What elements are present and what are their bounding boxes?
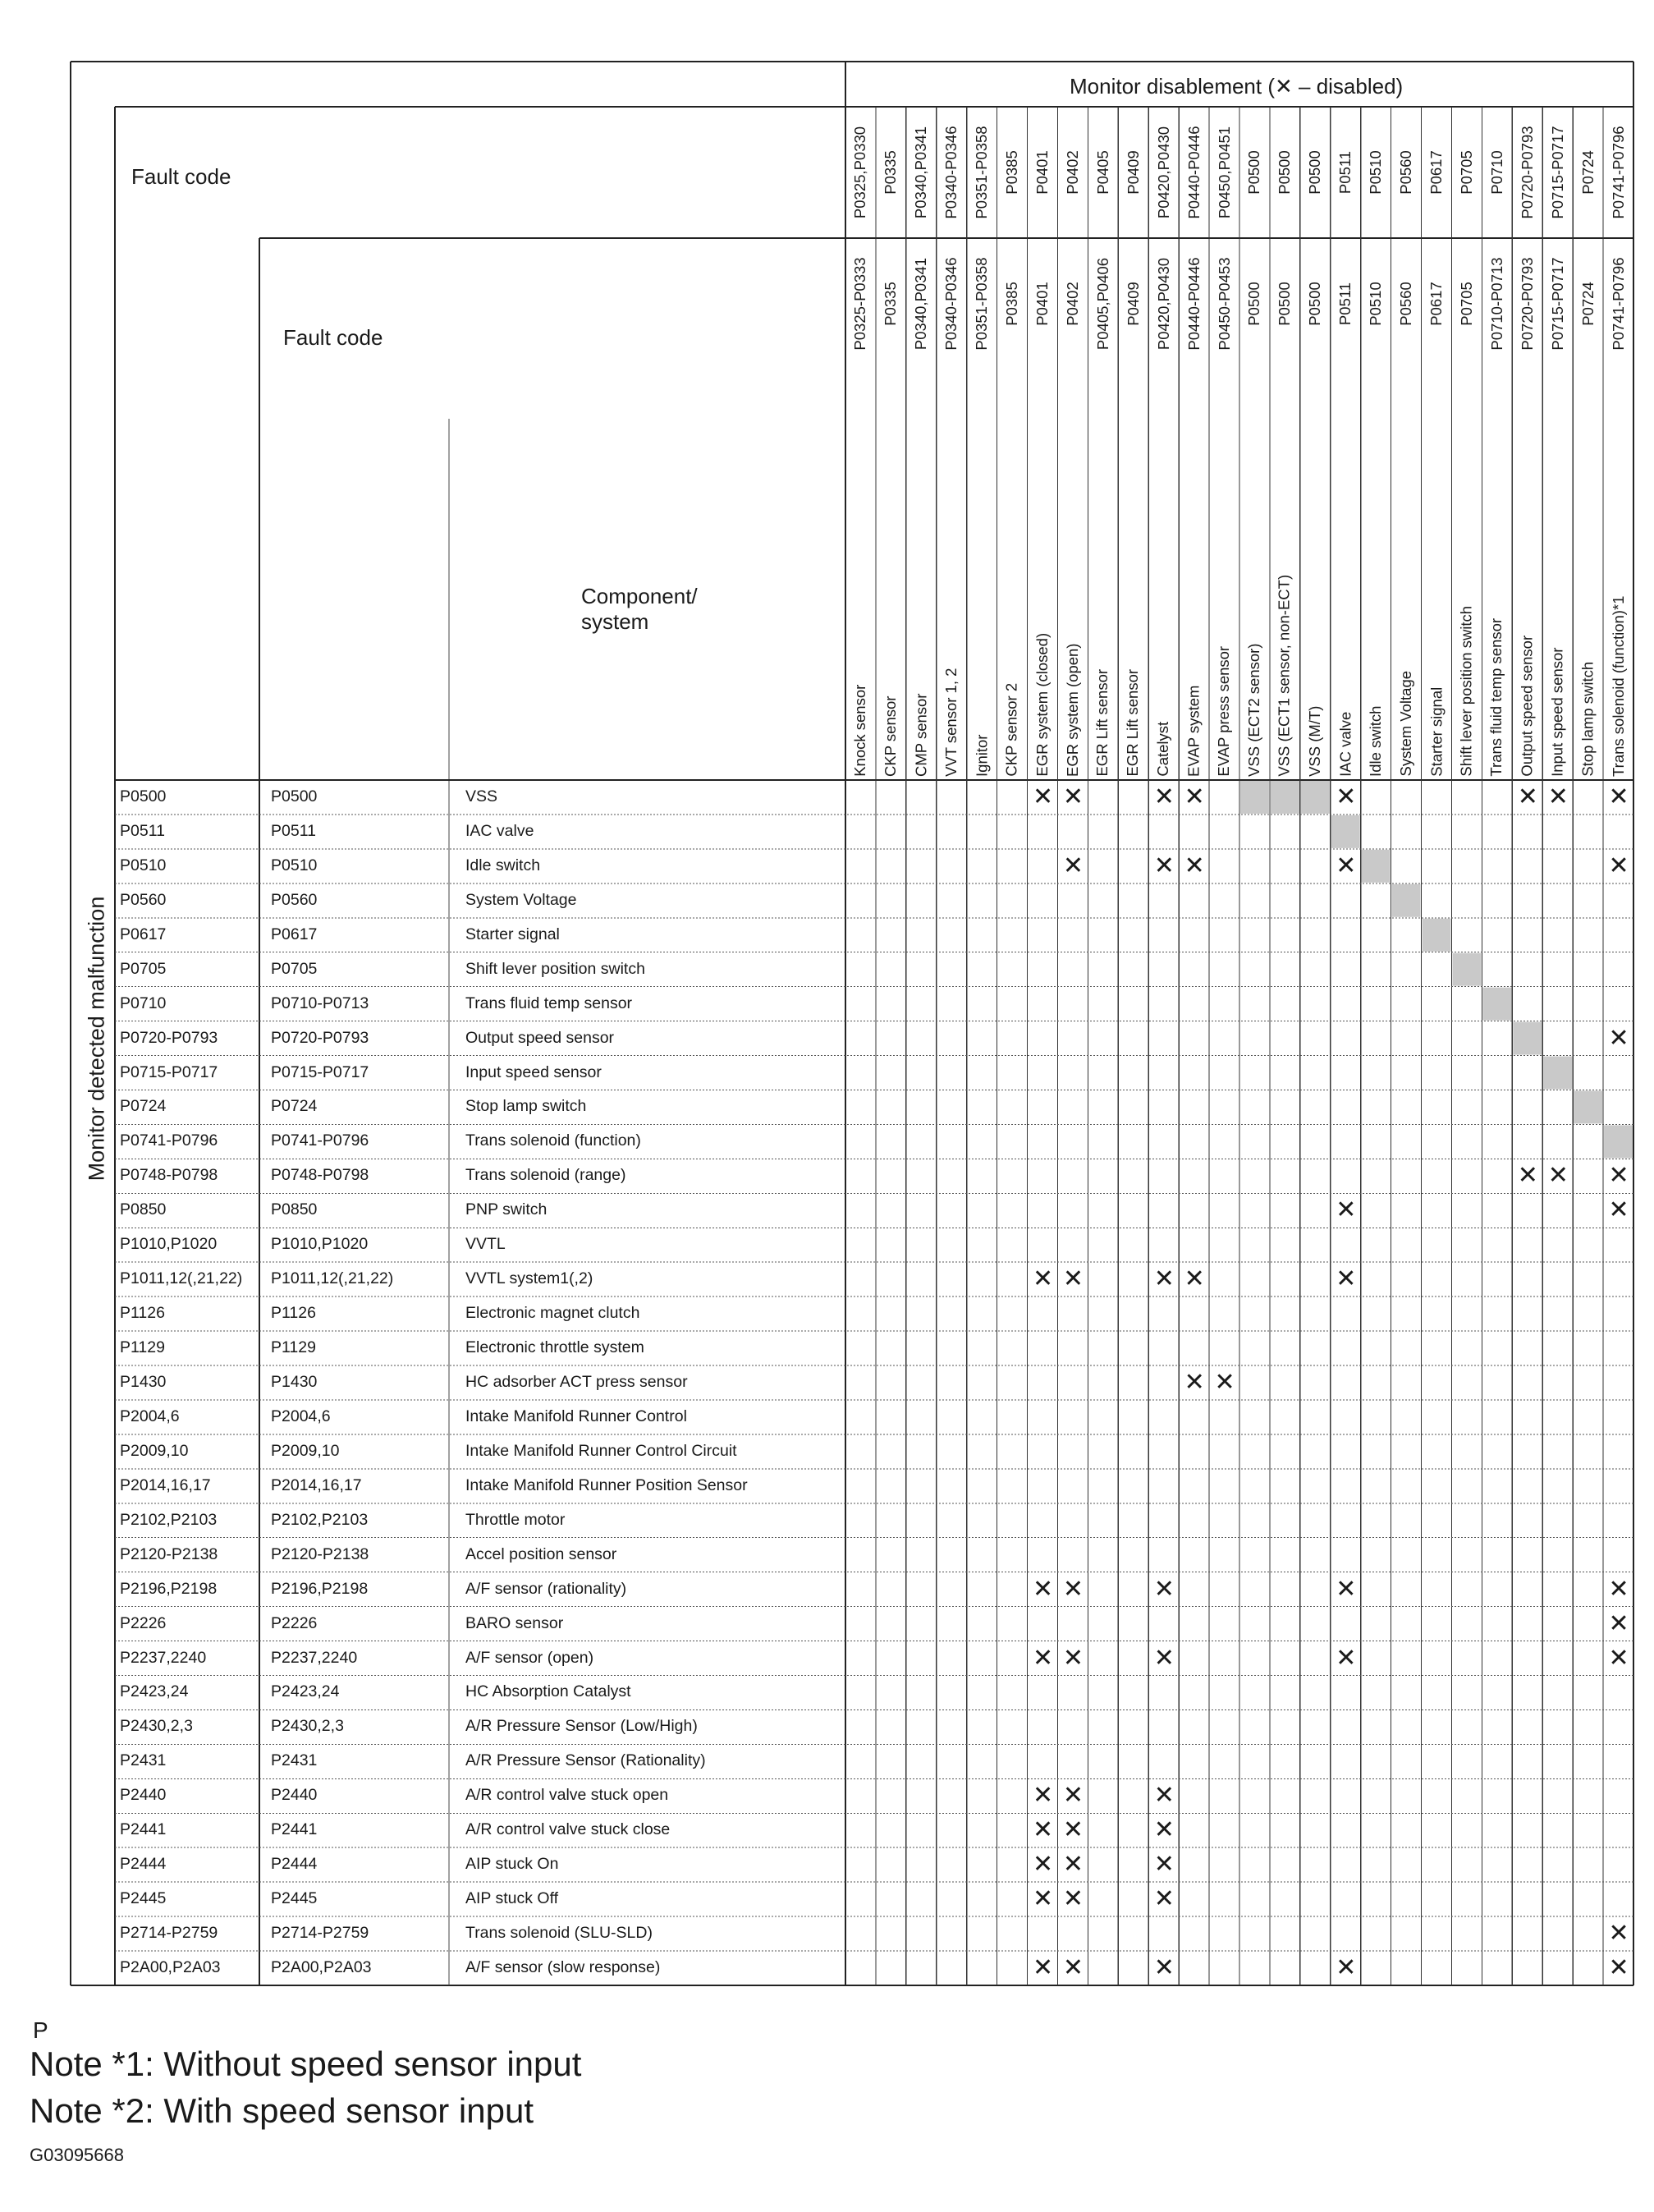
disabled-mark: ✕ bbox=[1062, 782, 1084, 811]
row-code-2: P0748-P0798 bbox=[271, 1166, 369, 1185]
disabled-mark: ✕ bbox=[1214, 1368, 1235, 1397]
shaded-cell bbox=[1240, 781, 1269, 814]
column-code-2: P0409 bbox=[1124, 282, 1142, 326]
row-code-2: P2102,P2103 bbox=[271, 1510, 369, 1529]
column-code-1: P0560 bbox=[1396, 150, 1414, 195]
row-component: Trans solenoid (range) bbox=[465, 1166, 626, 1185]
column-code-1: P0340,P0341 bbox=[912, 126, 930, 219]
disabled-mark: ✕ bbox=[1336, 782, 1357, 811]
row-code-2: P0710-P0713 bbox=[271, 994, 369, 1012]
column-code-1: P0325,P0330 bbox=[851, 126, 869, 219]
column-component: System Voltage bbox=[1396, 670, 1414, 777]
row-code-2: P2004,6 bbox=[271, 1407, 331, 1425]
shaded-cell bbox=[1513, 1022, 1542, 1055]
disabled-mark: ✕ bbox=[1033, 1781, 1054, 1810]
column-code-2: P0500 bbox=[1245, 282, 1263, 326]
disabled-mark: ✕ bbox=[1608, 1161, 1629, 1191]
row-component: Accel position sensor bbox=[465, 1544, 617, 1563]
row-component: AIP stuck On bbox=[465, 1855, 559, 1874]
component-label-line2: system bbox=[581, 609, 649, 635]
disabled-mark: ✕ bbox=[1153, 1884, 1175, 1914]
row-code-2: P2120-P2138 bbox=[271, 1544, 369, 1563]
row-component: Trans solenoid (SLU-SLD) bbox=[465, 1924, 653, 1943]
row-code-1: P2196,P2198 bbox=[120, 1579, 218, 1598]
component-label-line1: Component/ bbox=[581, 584, 698, 608]
row-code-1: P0724 bbox=[120, 1097, 167, 1116]
column-code-1: P0510 bbox=[1366, 150, 1384, 195]
disabled-mark: ✕ bbox=[1336, 1264, 1357, 1294]
column-component: VSS (ECT2 sensor) bbox=[1245, 643, 1263, 777]
disabled-mark: ✕ bbox=[1517, 782, 1538, 811]
disabled-mark: ✕ bbox=[1336, 1953, 1357, 1983]
disabled-mark: ✕ bbox=[1608, 851, 1629, 880]
disabled-mark: ✕ bbox=[1153, 1850, 1175, 1879]
disabled-mark: ✕ bbox=[1062, 1815, 1084, 1845]
column-code-2: P0402 bbox=[1063, 282, 1081, 326]
column-code-2: P0385 bbox=[1002, 282, 1020, 326]
row-code-1: P1011,12(,21,22) bbox=[120, 1269, 243, 1288]
disabled-mark: ✕ bbox=[1153, 851, 1175, 880]
shaded-cell bbox=[1331, 815, 1360, 848]
row-code-2: P2714-P2759 bbox=[271, 1924, 369, 1943]
row-code-2: P0560 bbox=[271, 890, 318, 909]
column-code-1: P0450,P0451 bbox=[1215, 126, 1233, 219]
disabled-mark: ✕ bbox=[1033, 1884, 1054, 1914]
column-code-1: P0710 bbox=[1487, 150, 1505, 195]
row-code-2: P0720-P0793 bbox=[271, 1028, 369, 1047]
column-component: Stop lamp switch bbox=[1578, 661, 1597, 777]
column-code-1: P0720-P0793 bbox=[1518, 126, 1536, 219]
disabled-mark: ✕ bbox=[1153, 1781, 1175, 1810]
row-code-1: P2444 bbox=[120, 1855, 167, 1874]
shaded-cell bbox=[1362, 850, 1391, 883]
row-code-2: P0715-P0717 bbox=[271, 1062, 369, 1081]
shaded-cell bbox=[1452, 953, 1481, 986]
disabled-mark: ✕ bbox=[1184, 1368, 1205, 1397]
row-code-1: P0617 bbox=[120, 925, 167, 943]
column-code-1: P0511 bbox=[1336, 150, 1354, 195]
row-code-2: P2430,2,3 bbox=[271, 1717, 344, 1736]
row-code-2: P2440 bbox=[271, 1786, 318, 1805]
row-component: A/R control valve stuck open bbox=[465, 1786, 669, 1805]
row-component: A/R Pressure Sensor (Low/High) bbox=[465, 1717, 698, 1736]
column-component: EGR Lift sensor bbox=[1093, 668, 1111, 777]
row-code-1: P2445 bbox=[120, 1889, 167, 1908]
row-component: VSS bbox=[465, 787, 498, 805]
disabled-mark: ✕ bbox=[1033, 1815, 1054, 1845]
row-code-1: P0705 bbox=[120, 959, 167, 978]
column-code-2: P0715-P0717 bbox=[1548, 257, 1566, 351]
column-code-1: P0724 bbox=[1578, 150, 1597, 195]
disabled-mark: ✕ bbox=[1336, 1574, 1357, 1604]
row-code-1: P2102,P2103 bbox=[120, 1510, 218, 1529]
disabled-mark: ✕ bbox=[1608, 1953, 1629, 1983]
column-code-2: P0340,P0341 bbox=[912, 257, 930, 351]
row-component: BARO sensor bbox=[465, 1613, 564, 1632]
column-code-1: P0617 bbox=[1427, 150, 1445, 195]
shaded-cell bbox=[1543, 1057, 1572, 1090]
column-component: EGR Lift sensor bbox=[1124, 668, 1142, 777]
row-component: Output speed sensor bbox=[465, 1028, 615, 1047]
row-code-1: P0720-P0793 bbox=[120, 1028, 218, 1047]
disabled-mark: ✕ bbox=[1547, 782, 1569, 811]
column-code-2: P0440-P0446 bbox=[1184, 257, 1203, 351]
row-code-1: P2009,10 bbox=[120, 1441, 189, 1460]
row-component: Intake Manifold Runner Control Circuit bbox=[465, 1441, 737, 1460]
row-code-1: P2237,2240 bbox=[120, 1648, 207, 1667]
row-component: Idle switch bbox=[465, 856, 541, 874]
column-code-2: P0500 bbox=[1306, 282, 1324, 326]
column-code-1: P0440-P0446 bbox=[1184, 126, 1203, 219]
row-component: A/R control valve stuck close bbox=[465, 1820, 671, 1839]
row-component: System Voltage bbox=[465, 890, 577, 909]
disabled-mark: ✕ bbox=[1608, 1195, 1629, 1225]
disabled-mark: ✕ bbox=[1062, 1850, 1084, 1879]
row-code-2: P1430 bbox=[271, 1373, 318, 1391]
row-code-1: P2714-P2759 bbox=[120, 1924, 218, 1943]
row-component: Intake Manifold Runner Control bbox=[465, 1407, 687, 1425]
column-code-1: P0401 bbox=[1033, 150, 1051, 195]
disabled-mark: ✕ bbox=[1517, 1161, 1538, 1191]
column-code-2: P0560 bbox=[1396, 282, 1414, 326]
row-code-2: P0617 bbox=[271, 925, 318, 943]
row-component: IAC valve bbox=[465, 821, 534, 840]
column-code-1: P0705 bbox=[1457, 150, 1475, 195]
disabled-mark: ✕ bbox=[1608, 1023, 1629, 1053]
shaded-cell bbox=[1482, 988, 1511, 1021]
row-component: HC adsorber ACT press sensor bbox=[465, 1373, 688, 1391]
column-component: CKP sensor 2 bbox=[1002, 682, 1020, 777]
row-component: A/R Pressure Sensor (Rationality) bbox=[465, 1751, 706, 1770]
column-code-1: P0340-P0346 bbox=[942, 126, 960, 219]
disabled-mark: ✕ bbox=[1153, 1643, 1175, 1673]
row-code-1: P1430 bbox=[120, 1373, 167, 1391]
disabled-mark: ✕ bbox=[1033, 782, 1054, 811]
row-code-2: P1011,12(,21,22) bbox=[271, 1269, 394, 1288]
disabled-mark: ✕ bbox=[1608, 1574, 1629, 1604]
column-code-1: P0500 bbox=[1245, 150, 1263, 195]
row-component: VVTL bbox=[465, 1235, 506, 1254]
row-code-2: P2237,2240 bbox=[271, 1648, 358, 1667]
row-component: A/F sensor (slow response) bbox=[465, 1958, 661, 1977]
note-1: Note *1: Without speed sensor input bbox=[30, 2044, 582, 2083]
disabled-mark: ✕ bbox=[1062, 1264, 1084, 1294]
column-code-1: P0500 bbox=[1276, 150, 1294, 195]
column-code-1: P0741-P0796 bbox=[1609, 126, 1627, 219]
row-code-1: P2430,2,3 bbox=[120, 1717, 193, 1736]
row-code-1: P2014,16,17 bbox=[120, 1475, 211, 1494]
column-code-2: P0340-P0346 bbox=[942, 257, 960, 351]
column-component: Output speed sensor bbox=[1518, 635, 1536, 777]
row-code-1: P1010,P1020 bbox=[120, 1235, 218, 1254]
row-code-2: P0724 bbox=[271, 1097, 318, 1116]
column-code-2: P0720-P0793 bbox=[1518, 257, 1536, 351]
disabled-mark: ✕ bbox=[1033, 1643, 1054, 1673]
row-code-1: P0741-P0796 bbox=[120, 1131, 218, 1150]
row-code-1: P0560 bbox=[120, 890, 167, 909]
shaded-cell bbox=[1271, 781, 1299, 814]
row-code-2: P2444 bbox=[271, 1855, 318, 1874]
column-component: EVAP system bbox=[1184, 685, 1203, 777]
disabled-mark: ✕ bbox=[1547, 1161, 1569, 1191]
disabled-mark: ✕ bbox=[1184, 1264, 1205, 1294]
row-code-1: P0715-P0717 bbox=[120, 1062, 218, 1081]
column-code-1: P0335 bbox=[882, 150, 900, 195]
column-component: Idle switch bbox=[1367, 705, 1385, 777]
column-code-1: P0351-P0358 bbox=[972, 126, 990, 219]
shaded-cell bbox=[1574, 1090, 1602, 1123]
column-code-1: P0385 bbox=[1002, 150, 1020, 195]
row-code-1: P0850 bbox=[120, 1200, 167, 1219]
figure-id: G03095668 bbox=[30, 2145, 124, 2165]
row-code-2: P1010,P1020 bbox=[271, 1235, 369, 1254]
row-code-1: P1126 bbox=[120, 1304, 165, 1323]
row-component: Trans solenoid (function) bbox=[465, 1131, 641, 1150]
disabled-mark: ✕ bbox=[1033, 1574, 1054, 1604]
column-component: Starter signal bbox=[1427, 686, 1445, 777]
disabled-mark: ✕ bbox=[1608, 1609, 1629, 1638]
row-code-1: P2441 bbox=[120, 1820, 167, 1839]
disabled-mark: ✕ bbox=[1062, 1574, 1084, 1604]
row-code-2: P2431 bbox=[271, 1751, 318, 1770]
row-code-2: P0850 bbox=[271, 1200, 318, 1219]
row-component: Starter signal bbox=[465, 925, 560, 943]
disabled-mark: ✕ bbox=[1062, 1953, 1084, 1983]
disabled-mark: ✕ bbox=[1336, 1643, 1357, 1673]
row-code-2: P0500 bbox=[271, 787, 318, 805]
disabled-mark: ✕ bbox=[1336, 851, 1357, 880]
shaded-cell bbox=[1604, 1125, 1633, 1158]
row-component: VVTL system1(,2) bbox=[465, 1269, 593, 1288]
column-code-1: P0409 bbox=[1124, 150, 1142, 195]
column-code-2: P0705 bbox=[1457, 282, 1475, 326]
row-code-2: P1126 bbox=[271, 1304, 316, 1323]
row-component: Intake Manifold Runner Position Sensor bbox=[465, 1475, 748, 1494]
row-component: Input speed sensor bbox=[465, 1062, 602, 1081]
disabled-mark: ✕ bbox=[1033, 1264, 1054, 1294]
column-component: EGR system (closed) bbox=[1033, 632, 1051, 777]
column-component: VVT sensor 1, 2 bbox=[942, 668, 960, 777]
row-code-1: P0710 bbox=[120, 994, 167, 1012]
disabled-mark: ✕ bbox=[1608, 1919, 1629, 1948]
column-component: VSS (ECT1 sensor, non-ECT) bbox=[1275, 574, 1293, 777]
column-component: IAC valve bbox=[1336, 711, 1354, 777]
column-code-2: P0510 bbox=[1366, 282, 1384, 326]
column-code-2: P0351-P0358 bbox=[972, 257, 990, 351]
column-code-1: P0420,P0430 bbox=[1154, 126, 1172, 219]
shaded-cell bbox=[1301, 781, 1330, 814]
column-code-2: P0420,P0430 bbox=[1154, 257, 1172, 351]
column-code-1: P0405 bbox=[1093, 150, 1111, 195]
disabled-mark: ✕ bbox=[1336, 1195, 1357, 1225]
side-label: Monitor detected malfunction bbox=[84, 896, 109, 1182]
row-code-2: P2441 bbox=[271, 1820, 318, 1839]
disabled-mark: ✕ bbox=[1033, 1850, 1054, 1879]
disabled-mark: ✕ bbox=[1062, 1884, 1084, 1914]
note-2: Note *2: With speed sensor input bbox=[30, 2091, 534, 2130]
column-component: Trans solenoid (function)*1 bbox=[1609, 595, 1627, 777]
row-code-2: P0510 bbox=[271, 856, 318, 874]
column-component: Trans fluid temp sensor bbox=[1487, 617, 1505, 777]
monitor-title: Monitor disablement (✕ – disabled) bbox=[1070, 74, 1404, 99]
column-code-2: P0450-P0453 bbox=[1215, 257, 1233, 351]
disabled-mark: ✕ bbox=[1153, 1815, 1175, 1845]
column-code-2: P0325-P0333 bbox=[851, 257, 869, 351]
disabled-mark: ✕ bbox=[1608, 1643, 1629, 1673]
row-component: A/F sensor (rationality) bbox=[465, 1579, 627, 1598]
row-code-1: P1129 bbox=[120, 1338, 165, 1357]
fault-code-label: Fault code bbox=[131, 164, 231, 189]
row-code-2: P2A00,P2A03 bbox=[271, 1958, 372, 1977]
row-code-1: P2226 bbox=[120, 1613, 167, 1632]
column-code-1: P0715-P0717 bbox=[1548, 126, 1566, 219]
row-component: HC Absorption Catalyst bbox=[465, 1682, 631, 1701]
row-component: Throttle motor bbox=[465, 1510, 566, 1529]
row-code-1: P2004,6 bbox=[120, 1407, 180, 1425]
row-component: Trans fluid temp sensor bbox=[465, 994, 633, 1012]
row-code-2: P2196,P2198 bbox=[271, 1579, 369, 1598]
column-component: Shift lever position switch bbox=[1457, 605, 1475, 777]
shaded-cell bbox=[1423, 919, 1451, 952]
column-code-2: P0335 bbox=[882, 282, 900, 326]
row-code-1: P2431 bbox=[120, 1751, 167, 1770]
row-code-2: P2009,10 bbox=[271, 1441, 340, 1460]
column-component: CKP sensor bbox=[882, 695, 900, 777]
row-code-2: P2445 bbox=[271, 1889, 318, 1908]
row-code-1: P2A00,P2A03 bbox=[120, 1958, 221, 1977]
column-component: VSS (M/T) bbox=[1306, 705, 1324, 777]
disabled-mark: ✕ bbox=[1184, 851, 1205, 880]
disabled-mark: ✕ bbox=[1153, 782, 1175, 811]
column-component: EGR system (open) bbox=[1063, 643, 1081, 777]
row-code-2: P2423,24 bbox=[271, 1682, 340, 1701]
disabled-mark: ✕ bbox=[1608, 782, 1629, 811]
disabled-mark: ✕ bbox=[1153, 1953, 1175, 1983]
column-component: Knock sensor bbox=[851, 684, 869, 777]
column-code-2: P0617 bbox=[1427, 282, 1445, 326]
row-code-1: P2440 bbox=[120, 1786, 167, 1805]
row-code-2: P0741-P0796 bbox=[271, 1131, 369, 1150]
disabled-mark: ✕ bbox=[1062, 851, 1084, 880]
row-component: Electronic magnet clutch bbox=[465, 1304, 640, 1323]
row-code-1: P0748-P0798 bbox=[120, 1166, 218, 1185]
component-label bbox=[581, 584, 698, 635]
row-code-1: P0510 bbox=[120, 856, 167, 874]
column-component: EVAP press sensor bbox=[1215, 645, 1233, 777]
row-code-1: P0511 bbox=[120, 821, 165, 840]
row-code-2: P1129 bbox=[271, 1338, 316, 1357]
column-component: CMP sensor bbox=[912, 693, 930, 777]
row-code-2: P2226 bbox=[271, 1613, 318, 1632]
column-code-2: P0500 bbox=[1276, 282, 1294, 326]
disabled-mark: ✕ bbox=[1153, 1574, 1175, 1604]
column-code-2: P0511 bbox=[1336, 282, 1354, 326]
row-component: PNP switch bbox=[465, 1200, 548, 1219]
footer-letter: P bbox=[33, 2017, 48, 2043]
column-code-2: P0741-P0796 bbox=[1609, 257, 1627, 351]
row-code-2: P2014,16,17 bbox=[271, 1475, 362, 1494]
column-code-2: P0724 bbox=[1578, 282, 1597, 326]
column-code-1: P0402 bbox=[1063, 150, 1081, 195]
column-code-2: P0401 bbox=[1033, 282, 1051, 326]
disabled-mark: ✕ bbox=[1062, 1781, 1084, 1810]
row-code-2: P0511 bbox=[271, 821, 316, 840]
disabled-mark: ✕ bbox=[1153, 1264, 1175, 1294]
disabled-mark: ✕ bbox=[1033, 1953, 1054, 1983]
column-component: Catelyst bbox=[1154, 721, 1172, 777]
row-code-1: P2423,24 bbox=[120, 1682, 189, 1701]
row-component: A/F sensor (open) bbox=[465, 1648, 594, 1667]
column-code-2: P0710-P0713 bbox=[1487, 257, 1505, 351]
row-code-1: P0500 bbox=[120, 787, 167, 805]
column-component: Ignitor bbox=[973, 734, 991, 777]
disabled-mark: ✕ bbox=[1184, 782, 1205, 811]
row-component: Shift lever position switch bbox=[465, 959, 645, 978]
row-code-1: P2120-P2138 bbox=[120, 1544, 218, 1563]
column-component: Input speed sensor bbox=[1548, 647, 1566, 777]
row-code-2: P0705 bbox=[271, 959, 318, 978]
row-component: Stop lamp switch bbox=[465, 1097, 587, 1116]
column-code-1: P0500 bbox=[1306, 150, 1324, 195]
column-code-2: P0405,P0406 bbox=[1093, 257, 1111, 351]
fault-code-sub-label: Fault code bbox=[283, 325, 383, 350]
row-component: Electronic throttle system bbox=[465, 1338, 644, 1357]
disabled-mark: ✕ bbox=[1062, 1643, 1084, 1673]
shaded-cell bbox=[1392, 884, 1421, 917]
row-component: AIP stuck Off bbox=[465, 1889, 559, 1908]
